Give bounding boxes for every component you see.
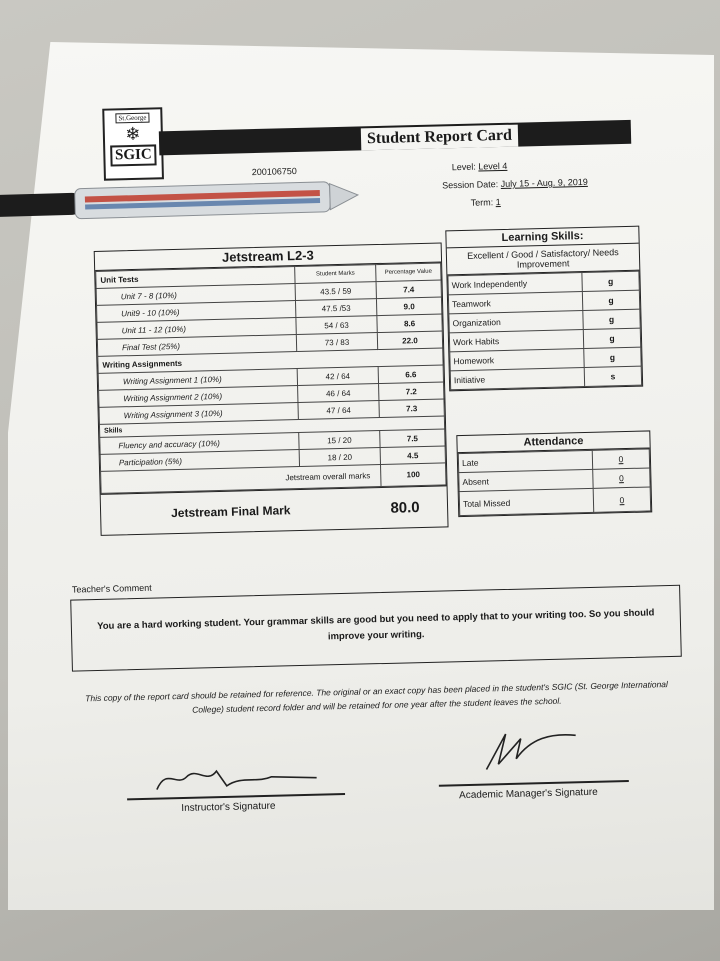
final-mark-label: Jetstream Final Mark xyxy=(170,503,291,521)
report-title: Student Report Card xyxy=(361,125,518,151)
marks-panel xyxy=(94,242,449,535)
level-label: Level: xyxy=(451,161,476,173)
maple-leaf-icon: ❄ xyxy=(125,123,141,145)
term-label: Term: xyxy=(470,197,494,208)
level-row xyxy=(452,161,508,172)
row-mark: 47.5 /53 xyxy=(295,299,376,318)
term-row xyxy=(471,197,501,208)
instructor-signature-mark xyxy=(146,753,327,797)
row-name: Writing Assignment 1 (10%) xyxy=(98,369,297,391)
footer-note: This copy of the report card should be retained for reference. The original or an exact copy has been placed in the student's SGIC (St. George International College) student record folder and will be retained for one year after the student leaves the school. xyxy=(85,679,668,715)
comment-label: Teacher's Comment xyxy=(71,582,152,595)
skill-grade: g xyxy=(582,271,639,291)
overall-label: Jetstream overall marks xyxy=(101,465,381,494)
marks-title: Jetstream L2-3 xyxy=(95,243,441,270)
learning-skills-panel xyxy=(445,226,643,392)
row-mark: 73 / 83 xyxy=(296,333,377,352)
skills-header: Skills xyxy=(99,416,444,437)
learning-skills-table xyxy=(447,271,642,391)
row-mark: 15 / 20 xyxy=(299,431,380,450)
row-name: Final Test (25%) xyxy=(97,335,296,357)
marks-table xyxy=(95,262,446,493)
attendance-panel xyxy=(456,430,652,517)
skill-grade: g xyxy=(583,309,640,329)
student-marks-header: Student Marks xyxy=(295,265,376,284)
row-mark: 42 / 64 xyxy=(297,367,378,386)
skill-name: Work Independently xyxy=(448,273,582,295)
row-name: Fluency and accuracy (10%) xyxy=(100,433,299,455)
student-id: 200106750 xyxy=(251,165,297,178)
learning-skills-scale: Excellent / Good / Satisfactory/ Needs Improvement xyxy=(447,244,640,276)
percentage-header: Percentage Value xyxy=(376,263,441,282)
school-logo xyxy=(102,107,164,180)
attendance-name: Total Missed xyxy=(459,488,594,515)
list-item xyxy=(450,366,641,390)
logo-crest-text: St.George xyxy=(115,113,149,124)
attendance-value: 0 xyxy=(593,468,650,488)
session-label: Session Date: xyxy=(442,179,499,191)
row-name: Unit 7 - 8 (10%) xyxy=(96,284,295,306)
skill-grade: g xyxy=(584,347,641,367)
term-value: 1 xyxy=(495,197,501,208)
logo-abbrev: SGIC xyxy=(110,144,157,166)
overall-value: 100 xyxy=(381,463,447,487)
comment-box xyxy=(70,582,682,672)
session-value: July 15 - Aug. 9, 2019 xyxy=(500,176,588,190)
row-pct: 6.6 xyxy=(378,365,443,384)
instructor-signature-label: Instructor's Signature xyxy=(181,800,276,815)
skill-name: Work Habits xyxy=(449,330,583,352)
row-pct: 7.3 xyxy=(379,399,444,418)
row-pct: 8.6 xyxy=(377,314,442,333)
row-name: Writing Assignment 2 (10%) xyxy=(99,386,298,408)
manager-signature-mark xyxy=(475,717,586,780)
row-pct: 9.0 xyxy=(376,297,441,316)
row-pct: 7.2 xyxy=(379,382,444,401)
row-name: Participation (5%) xyxy=(100,450,299,472)
manager-signature-line xyxy=(439,780,629,787)
final-mark-row xyxy=(101,485,448,534)
skill-name: Initiative xyxy=(450,368,584,390)
comment-text: You are a hard working student. Your grammar skills are good but you need to apply that to your writing too. So you should improve your writing. xyxy=(97,607,655,643)
row-name: Unit 11 - 12 (10%) xyxy=(97,318,296,340)
learning-skills-title: Learning Skills: xyxy=(446,227,638,249)
list-item xyxy=(459,487,651,516)
final-mark-value: 80.0 xyxy=(390,498,420,517)
skill-grade: g xyxy=(583,328,640,348)
row-mark: 43.5 / 59 xyxy=(295,282,376,301)
row-pct: 7.4 xyxy=(376,280,441,299)
row-mark: 47 / 64 xyxy=(298,401,379,420)
skill-name: Homework xyxy=(450,349,584,371)
row-name: Writing Assignment 3 (10%) xyxy=(99,403,298,425)
level-value: Level 4 xyxy=(478,160,508,172)
unit-tests-header: Unit Tests xyxy=(96,267,295,289)
row-pct: 22.0 xyxy=(377,331,442,350)
row-pct: 7.5 xyxy=(380,429,445,448)
manager-signature-label: Academic Manager's Signature xyxy=(458,786,598,802)
attendance-name: Absent xyxy=(459,469,593,491)
skill-grade: s xyxy=(584,366,641,386)
attendance-value: 0 xyxy=(593,487,651,512)
skill-name: Organization xyxy=(449,311,583,333)
skill-grade: g xyxy=(582,290,639,310)
attendance-name: Late xyxy=(458,450,592,472)
attendance-value: 0 xyxy=(592,449,649,469)
session-row xyxy=(442,177,588,191)
row-mark: 54 / 63 xyxy=(296,316,377,335)
row-mark: 18 / 20 xyxy=(299,448,380,467)
attendance-table xyxy=(458,448,651,516)
row-mark: 46 / 64 xyxy=(298,384,379,403)
attendance-title: Attendance xyxy=(457,431,649,453)
writing-header: Writing Assignments xyxy=(98,348,443,373)
row-pct: 4.5 xyxy=(380,446,445,465)
row-name: Unit9 - 10 (10%) xyxy=(97,301,296,323)
skill-name: Teamwork xyxy=(448,292,582,314)
